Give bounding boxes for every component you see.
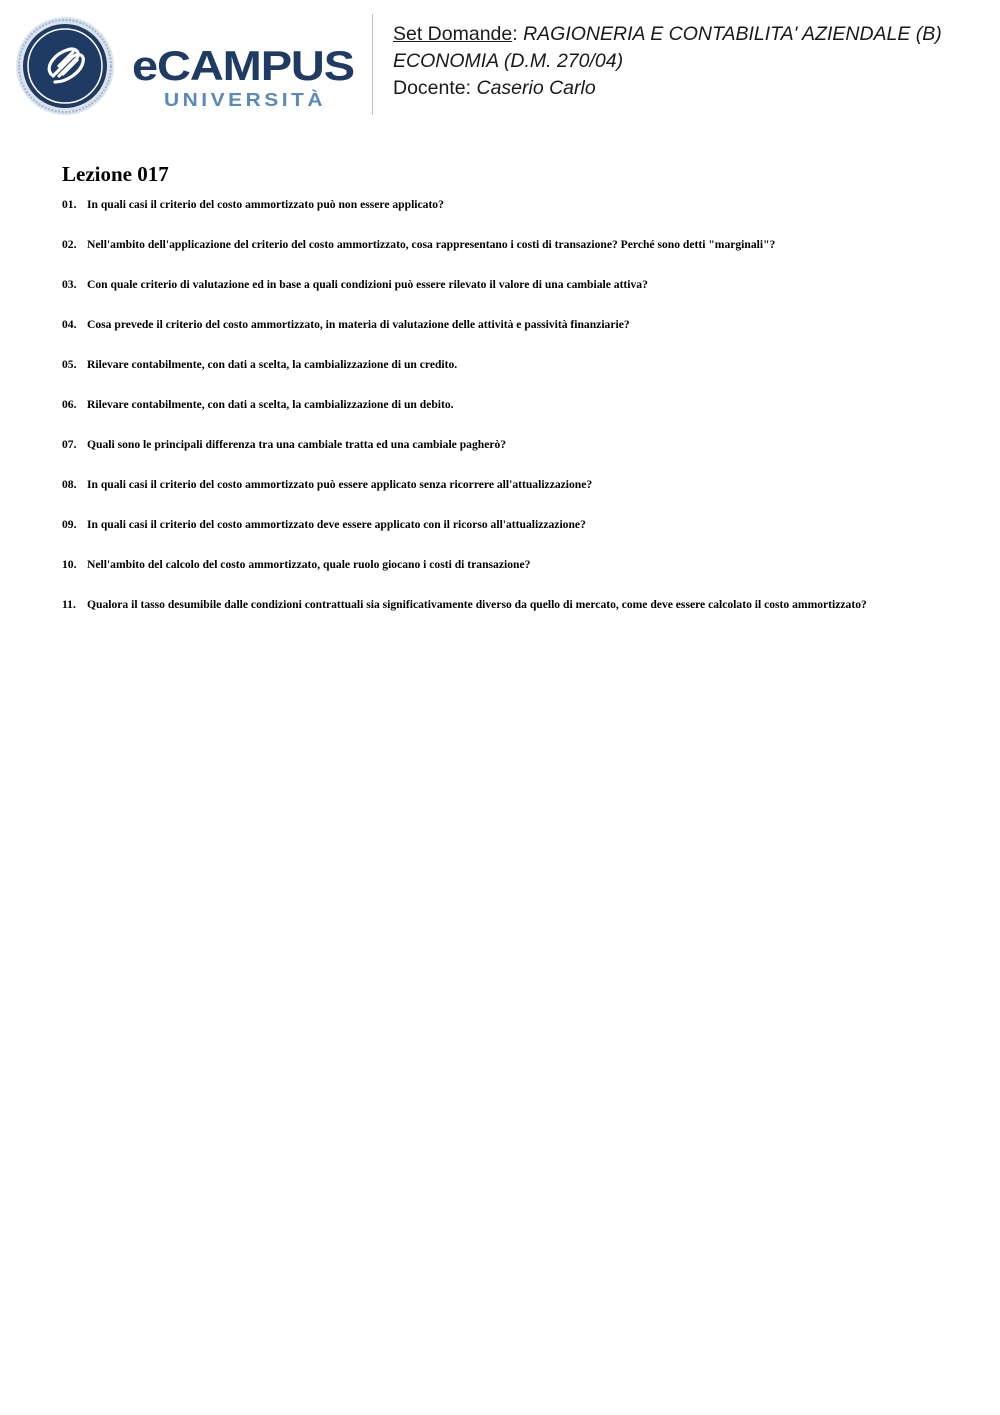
question-text: Rilevare contabilmente, con dati a scelta, la cambializzazione di un debito. <box>87 398 454 411</box>
question-item <box>62 478 942 518</box>
question-text: In quali casi il criterio del costo ammortizzato può non essere applicato? <box>87 198 444 211</box>
teacher-label: Docente: <box>393 77 472 99</box>
question-text: Nell'ambito dell'applicazione del criterio del costo ammortizzato, cosa rappresentano i costi di transazione? Perché sono detti "marginali"? <box>87 238 776 251</box>
course-info <box>393 21 983 102</box>
question-number: 05. <box>62 358 77 371</box>
question-text: Rilevare contabilmente, con dati a scelta, la cambializzazione di un credito. <box>87 358 458 371</box>
question-number: 10. <box>62 558 77 571</box>
question-text: Cosa prevede il criterio del costo ammortizzato, in materia di valutazione delle attività e passività finanziarie? <box>87 318 630 331</box>
question-item <box>62 558 942 598</box>
set-label-separator: : <box>512 23 518 45</box>
question-item <box>62 318 942 358</box>
question-number: 09. <box>62 518 77 531</box>
question-number: 01. <box>62 198 77 211</box>
question-number: 08. <box>62 478 77 491</box>
university-seal-logo <box>15 16 115 116</box>
teacher-name: Caserio Carlo <box>476 77 596 99</box>
question-text: Qualora il tasso desumibile dalle condizioni contrattuali sia significativamente diverso da quello di mercato, come deve essere calcolato il costo ammortizzato? <box>87 598 867 611</box>
question-item <box>62 598 942 642</box>
question-number: 06. <box>62 398 77 411</box>
question-number: 03. <box>62 278 77 291</box>
header-divider <box>372 14 373 115</box>
question-text: Quali sono le principali differenza tra una cambiale tratta ed una cambiale pagherò? <box>87 438 507 451</box>
question-number: 04. <box>62 318 77 331</box>
question-text: Nell'ambito del calcolo del costo ammortizzato, quale ruolo giocano i costi di transazione? <box>87 558 531 571</box>
course-title-line-1 <box>393 21 983 48</box>
question-item <box>62 358 942 398</box>
page-header <box>0 0 1000 130</box>
question-item <box>62 438 942 478</box>
question-number: 11. <box>62 598 76 611</box>
lesson-title: Lezione 017 <box>62 162 169 186</box>
question-item <box>62 518 942 558</box>
question-item <box>62 238 942 278</box>
course-name: RAGIONERIA E CONTABILITA' AZIENDALE (B) <box>523 23 942 45</box>
course-program: ECONOMIA (D.M. 270/04) <box>393 50 624 72</box>
question-item <box>62 278 942 318</box>
question-number: 02. <box>62 238 77 251</box>
question-list <box>62 198 942 642</box>
question-text: Con quale criterio di valutazione ed in base a quali condizioni può essere rilevato il valore di una cambiale attiva? <box>87 278 648 291</box>
svg-text:eCAMPUS: eCAMPUS <box>132 42 354 89</box>
question-item <box>62 198 942 238</box>
question-number: 07. <box>62 438 77 451</box>
svg-text:UNIVERSITÀ: UNIVERSITÀ <box>164 90 304 110</box>
teacher-line <box>393 75 983 102</box>
question-text: In quali casi il criterio del costo ammortizzato può essere applicato senza ricorrere all'attualizzazione? <box>87 478 593 491</box>
ecampus-wordmark-logo <box>132 42 357 112</box>
question-text: In quali casi il criterio del costo ammortizzato deve essere applicato con il ricorso all'attualizzazione? <box>87 518 586 531</box>
question-item <box>62 398 942 438</box>
set-domande-label: Set Domande <box>393 23 513 45</box>
